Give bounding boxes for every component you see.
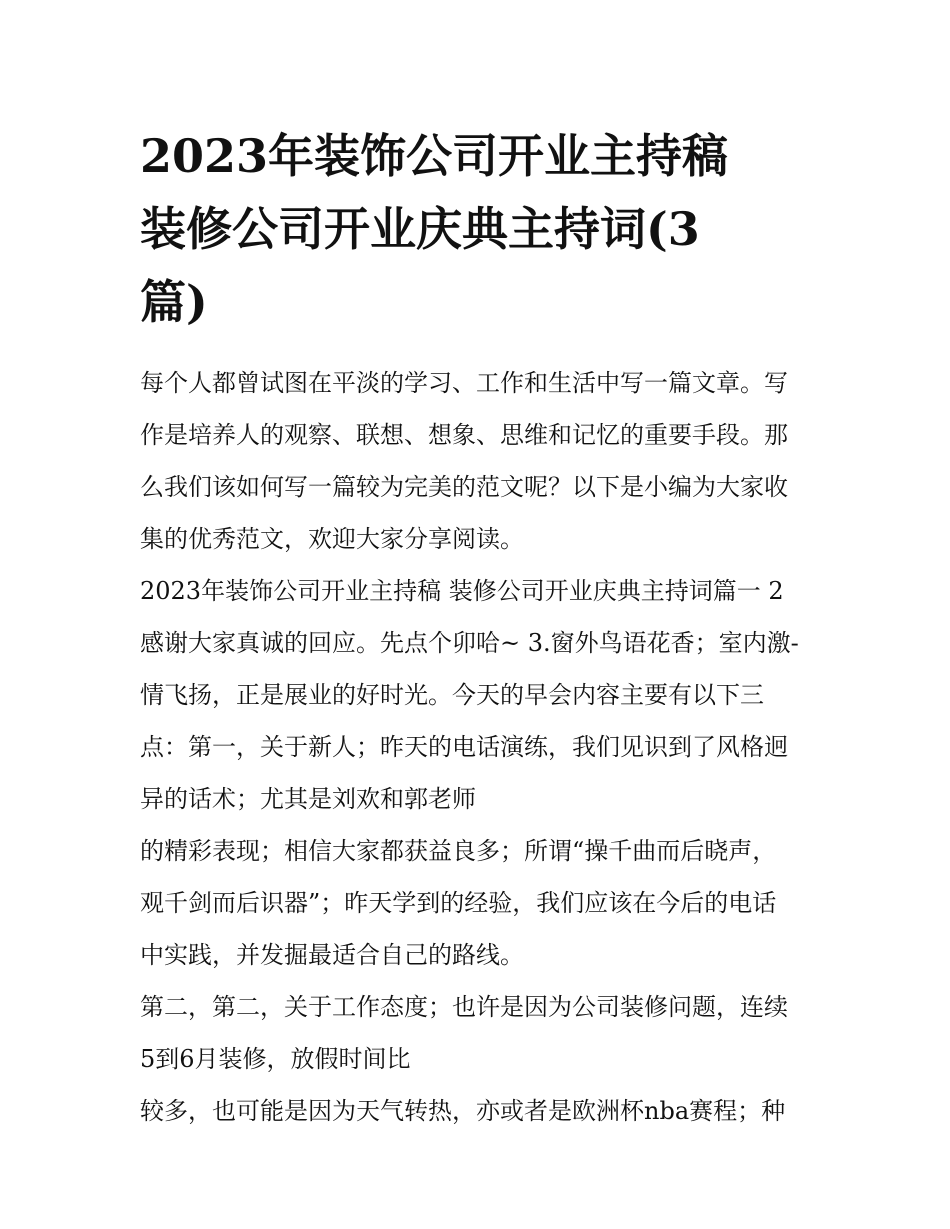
text-line: 较多，也可能是因为天气转热，亦或者是欧洲杯nba赛程；种 <box>140 1097 786 1125</box>
text-line: 异的话术；尤其是刘欢和郭老师 <box>140 785 476 813</box>
text-line: 5到6月装修，放假时间比 <box>140 1045 411 1073</box>
paragraph-continuation <box>140 825 820 981</box>
paragraph-section-one <box>140 565 820 825</box>
text-line: 点：第一，关于新人；昨天的电话演练，我们见识到了风格迥 <box>140 733 788 761</box>
text-line: 每个人都曾试图在平淡的学习、工作和生活中写一篇文章。写 <box>140 369 788 397</box>
paragraph-point-two-continued <box>140 1085 820 1137</box>
document-body <box>140 357 820 1137</box>
paragraph-intro <box>140 357 820 565</box>
text-line: 感谢大家真诚的回应。先点个卯哈~ 3.窗外鸟语花香；室内激- <box>140 629 799 657</box>
document-page <box>140 120 820 1137</box>
title-line: 2023年装饰公司开业主持稿 <box>140 129 729 183</box>
text-line: 集的优秀范文，欢迎大家分享阅读。 <box>140 525 524 553</box>
text-line: 中实践，并发掘最适合自己的路线。 <box>140 941 524 969</box>
text-line: 情飞扬，正是展业的好时光。今天的早会内容主要有以下三 <box>140 681 764 709</box>
paragraph-point-two <box>140 981 820 1085</box>
text-line: 作是培养人的观察、联想、想象、思维和记忆的重要手段。那 <box>140 421 788 449</box>
title-line: 篇) <box>140 275 208 329</box>
text-line: 2023年装饰公司开业主持稿 装修公司开业庆典主持词篇一 2 <box>140 577 784 605</box>
text-line: 第二，第二，关于工作态度；也许是因为公司装修问题，连续 <box>140 993 788 1021</box>
text-line: 的精彩表现；相信大家都获益良多；所谓“操千曲而后晓声， <box>140 837 777 865</box>
text-line: 观千剑而后识器”；昨天学到的经验，我们应该在今后的电话 <box>140 889 777 917</box>
text-line: 么我们该如何写一篇较为完美的范文呢？以下是小编为大家收 <box>140 473 788 501</box>
document-title <box>140 120 820 339</box>
title-line: 装修公司开业庆典主持词(3 <box>140 202 700 256</box>
